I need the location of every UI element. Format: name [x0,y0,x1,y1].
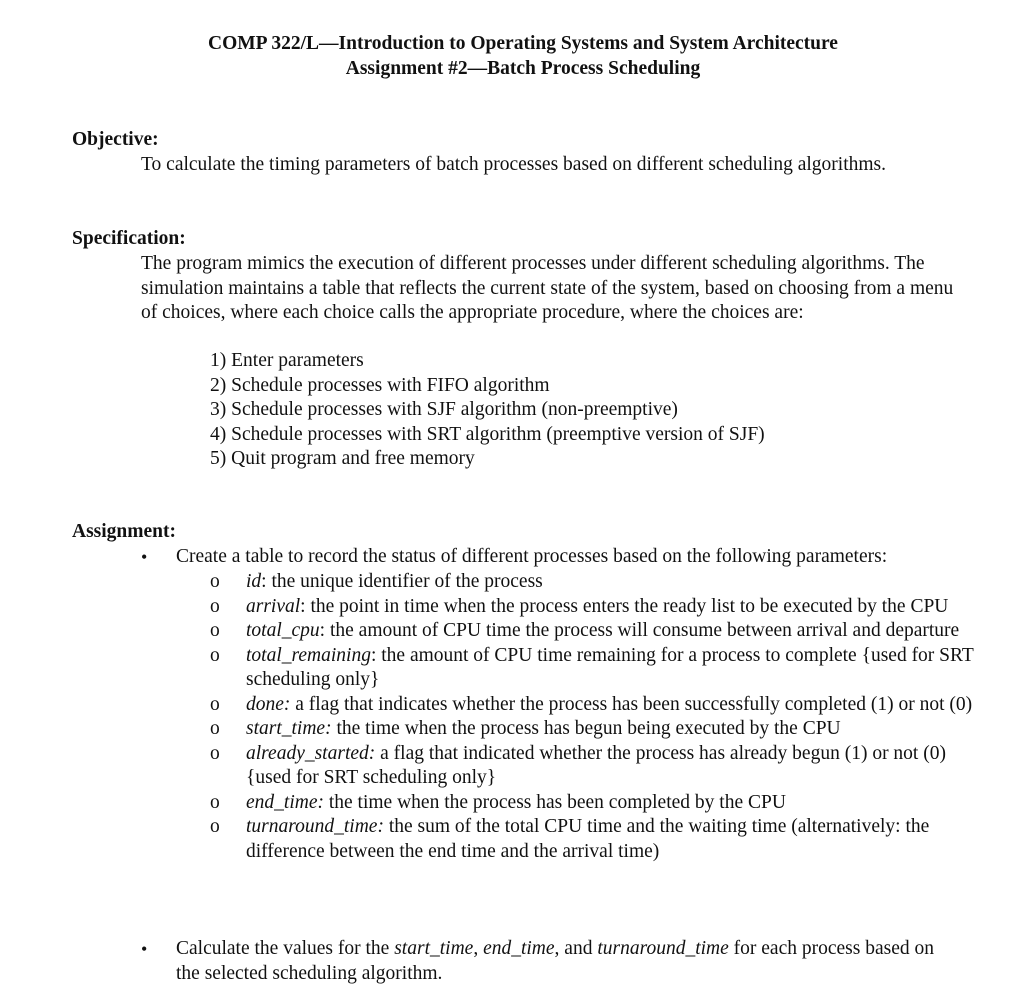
param-term: end_time: [246,791,324,813]
param-desc: a flag that indicated whether the process has already begun (1) or not (0) {used for SRT scheduling only} [246,742,946,788]
bullet-item-create-table [141,545,981,570]
param-term: done: [246,693,291,715]
param-desc: the time when the process has been completed by the CPU [323,791,786,813]
param-desc: : the amount of CPU time the process will consume between arrival and departure [319,620,960,641]
bullet-icon: • [141,547,148,567]
circle-bullet-icon: o [210,620,220,641]
circle-bullet-icon: o [210,644,220,666]
objective-paragraph: To calculate the timing parameters of batch processes based on different scheduling algorithms. [141,154,886,175]
circle-bullet-icon: o [210,816,220,837]
circle-bullet-icon: o [210,742,220,764]
param-desc: : the point in time when the process enters the ready list to be executed by the CPU [300,595,949,617]
menu-choice: 3) Schedule processes with SJF algorithm (non-preemptive) [210,399,678,420]
list-item [210,742,980,791]
list-item [210,717,980,742]
list-item [210,693,980,718]
assignment-title: Assignment #2—Batch Process Scheduling [345,58,701,79]
param-desc: : the unique identifier of the process [261,571,543,592]
circle-bullet-icon: o [210,571,220,592]
param-term: id [246,571,262,592]
param-term: total_cpu [246,620,320,641]
objective-text [141,153,971,178]
list-item [210,791,980,816]
menu-choices-list [210,349,765,472]
bullet-item-calculate [141,937,941,986]
bullet-icon: • [141,939,148,959]
specification-heading: Specification: [72,228,186,249]
param-desc: the time when the process has begun being executed by the CPU [331,718,841,739]
bullet-text: Create a table to record the status of different processes based on the following parameters: [176,546,888,567]
list-item [210,570,980,595]
calc-term-end-time: end_time [483,938,555,959]
circle-bullet-icon: o [210,718,220,739]
param-term: total_remaining [246,644,371,666]
list-item [210,815,980,864]
list-item [210,619,980,644]
document-title [0,31,1024,81]
list-item [210,644,980,693]
menu-choice: 1) Enter parameters [210,350,364,371]
param-desc: a flag that indicates whether the process has been successfully completed (1) or not (0) [290,693,973,715]
calc-prefix: Calculate the values for the [176,938,395,959]
parameter-list [210,570,980,864]
param-desc: the sum of the total CPU time and the waiting time (alternatively: the difference between the end time and the arrival time) [246,816,930,862]
circle-bullet-icon: o [210,791,220,813]
circle-bullet-icon: o [210,595,220,617]
param-term: turnaround_time: [246,816,384,837]
param-term: arrival [246,595,301,617]
param-desc: : the amount of CPU time remaining for a process to complete {used for SRT scheduling only} [246,644,974,690]
menu-choice: 2) Schedule processes with FIFO algorithm [210,374,550,396]
circle-bullet-icon: o [210,693,220,715]
menu-choice: 5) Quit program and free memory [210,448,475,469]
course-title: COMP 322/L—Introduction to Operating Systems and System Architecture [208,33,838,54]
calc-suffix: for each process based on the selected scheduling algorithm. [176,938,934,984]
calc-term-start-time: start_time [394,938,474,959]
objective-heading: Objective: [72,129,159,150]
param-term: start_time: [246,718,332,739]
assignment-heading: Assignment: [72,521,177,542]
menu-choice: 4) Schedule processes with SRT algorithm (preemptive version of SJF) [210,423,765,445]
specification-text [141,252,963,326]
calc-term-turnaround-time: turnaround_time [597,938,729,959]
list-item [210,595,980,620]
specification-paragraph: The program mimics the execution of different processes under different scheduling algorithms. The simulation maintains a table that reflects the current state of the system, based on choosing from a menu of choices, where each choice calls the appropriate procedure, where the choices are: [141,253,954,323]
bullet-text [176,937,941,986]
param-term: already_started: [246,742,376,764]
calc-sep: , and [554,938,598,959]
calc-sep: , [473,938,484,959]
